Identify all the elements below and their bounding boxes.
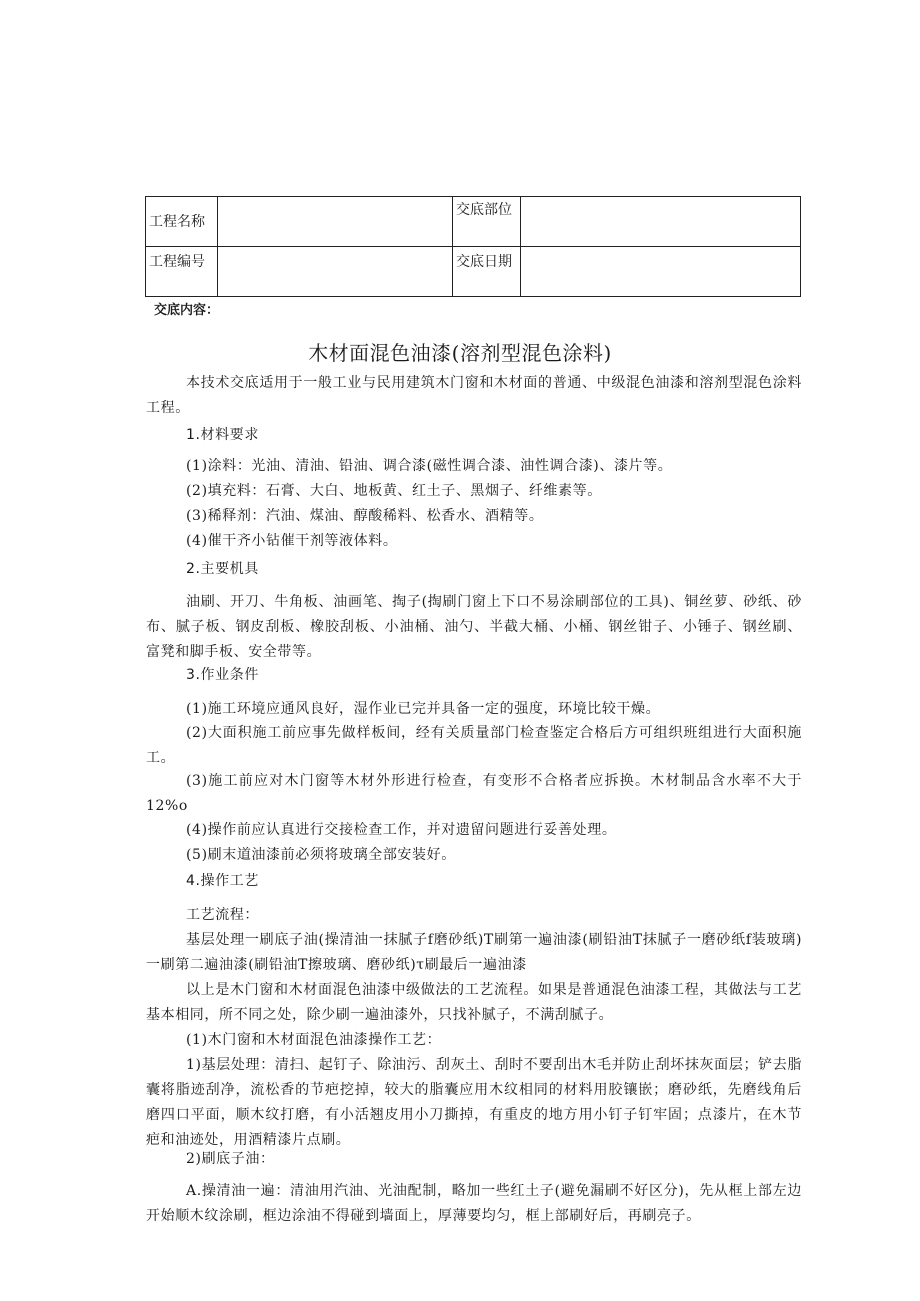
section-4-step2a xyxy=(146,1179,802,1229)
condition-item: (5)刷末道油漆前必须将玻璃全部安装好。 xyxy=(186,847,456,863)
flow-note: 以上是木门窗和木材面混色油漆中级做法的工艺流程。如果是普通混色油漆工程，其做法与工艺基本相同，所不同之处，除少刷一遍油漆外，只找补腻子，不满刮腻子。 xyxy=(146,982,802,1023)
section-1-title: 1.材料要求 xyxy=(186,427,259,443)
material-item: (4)催干齐小钻催干剂等液体料。 xyxy=(186,533,398,549)
intro-paragraph xyxy=(146,371,802,421)
condition-item: (4)操作前应认真进行交接检查工作，并对遗留问题进行妥善处理。 xyxy=(186,822,617,838)
section-4-heading xyxy=(146,869,802,894)
step-base-treatment: 1)基层处理：清扫、起钉子、除油污、刮灰土、刮时不要刮出木毛并防止刮坏抹灰面层；铲去脂囊将脂迹刮净，流松香的节疤挖掉，较大的脂囊应用木纹相同的材料用胶镶嵌；磨砂纸，先磨线角后磨四口平面，顺木纹打磨，有小活翘皮用小刀撕掉，有重皮的地方用小钉子钉牢固；点漆片，在木节疤和油迹处，用酒精漆片点刷。 xyxy=(146,1057,802,1148)
project-name-value xyxy=(218,197,453,247)
flow-text: 基层处理一刷底子油(操清油一抹腻子f磨砂纸)T刷第一遍油漆(刷铅油T抹腻子一磨砂纸f装玻璃)一刷第二遍油漆(刷铅油T擦玻璃、磨砂纸)τ刷最后一遍油漆 xyxy=(146,932,802,973)
section-2-body xyxy=(146,590,802,665)
condition-item: (2)大面积施工前应事先做样板间，经有关质量部门检查鉴定合格后方可组织班组进行大面积施工。 xyxy=(146,725,802,766)
tools-text: 油刷、开刀、牛角板、油画笔、掏子(掏刷门窗上下口不易涂刷部位的工具)、铜丝萝、砂纸、砂布、腻子板、钢皮刮板、橡胶刮板、小油桶、油勺、半截大桶、小桶、钢丝钳子、小锤子、钢丝刷、富凳和脚手板、安全带等。 xyxy=(146,594,802,660)
document-title: 木材面混色油漆(溶剂型混色涂料) xyxy=(308,341,612,365)
section-3-items-4 xyxy=(146,818,802,868)
section-4-flow xyxy=(146,903,802,1153)
material-item: (1)涂料：光油、清油、铅油、调合漆(磁性调合漆、油性调合漆)、漆片等。 xyxy=(186,458,673,474)
section-3-heading xyxy=(146,663,802,688)
content-label: 交底内容： xyxy=(154,303,220,318)
process-sub-heading: (1)木门窗和木材面混色油漆操作工艺： xyxy=(186,1032,442,1048)
handover-part-label: 交底部位 xyxy=(453,197,521,247)
condition-item: (3)施工前应对木门窗等木材外形进行检查，有变形不合格者应拆换。木材制品含水率不大于12%o xyxy=(146,773,802,814)
handover-date-label: 交底日期 xyxy=(453,247,521,297)
material-item: (3)稀释剂：汽油、煤油、醇酸稀料、松香水、酒精等。 xyxy=(186,508,544,524)
project-no-label: 工程编号 xyxy=(146,247,218,297)
intro-text: 本技术交底适用于一般工业与民用建筑木门窗和木材面的普通、中级混色油漆和溶剂型混色涂料工程。 xyxy=(146,375,802,416)
step-primer-a: A.操清油一遍：清油用汽油、光油配制，略加一些红土子(避免漏刷不好区分)，先从框上部左边开始顺木纹涂刷，框边涂油不得碰到墙面上，厚薄要均匀，框上部刷好后，再刷亮子。 xyxy=(146,1183,802,1224)
section-3-items-3 xyxy=(146,769,802,819)
handover-part-value xyxy=(521,197,801,247)
section-4-title: 4.操作工艺 xyxy=(186,873,259,889)
section-3-items xyxy=(146,697,802,722)
step-primer-heading: 2)刷底子油： xyxy=(186,1151,275,1167)
section-3-items-2 xyxy=(146,721,802,771)
section-2-title: 2.主要机具 xyxy=(186,561,259,577)
header-table xyxy=(145,196,801,297)
material-item: (2)填充料：石膏、大白、地板黄、红土子、黑烟子、纤维素等。 xyxy=(186,483,602,499)
section-3-title: 3.作业条件 xyxy=(186,667,259,683)
condition-item: (1)施工环境应通风良好，湿作业已完并具备一定的强度，环境比较干燥。 xyxy=(186,701,661,717)
handover-date-value xyxy=(521,247,801,297)
section-1-heading xyxy=(146,423,802,448)
section-2-heading xyxy=(146,557,802,582)
section-4-step2 xyxy=(146,1147,802,1172)
project-no-value xyxy=(218,247,453,297)
flow-label: 工艺流程： xyxy=(186,907,259,923)
project-name-label: 工程名称 xyxy=(146,197,218,247)
section-1-items xyxy=(146,454,802,554)
